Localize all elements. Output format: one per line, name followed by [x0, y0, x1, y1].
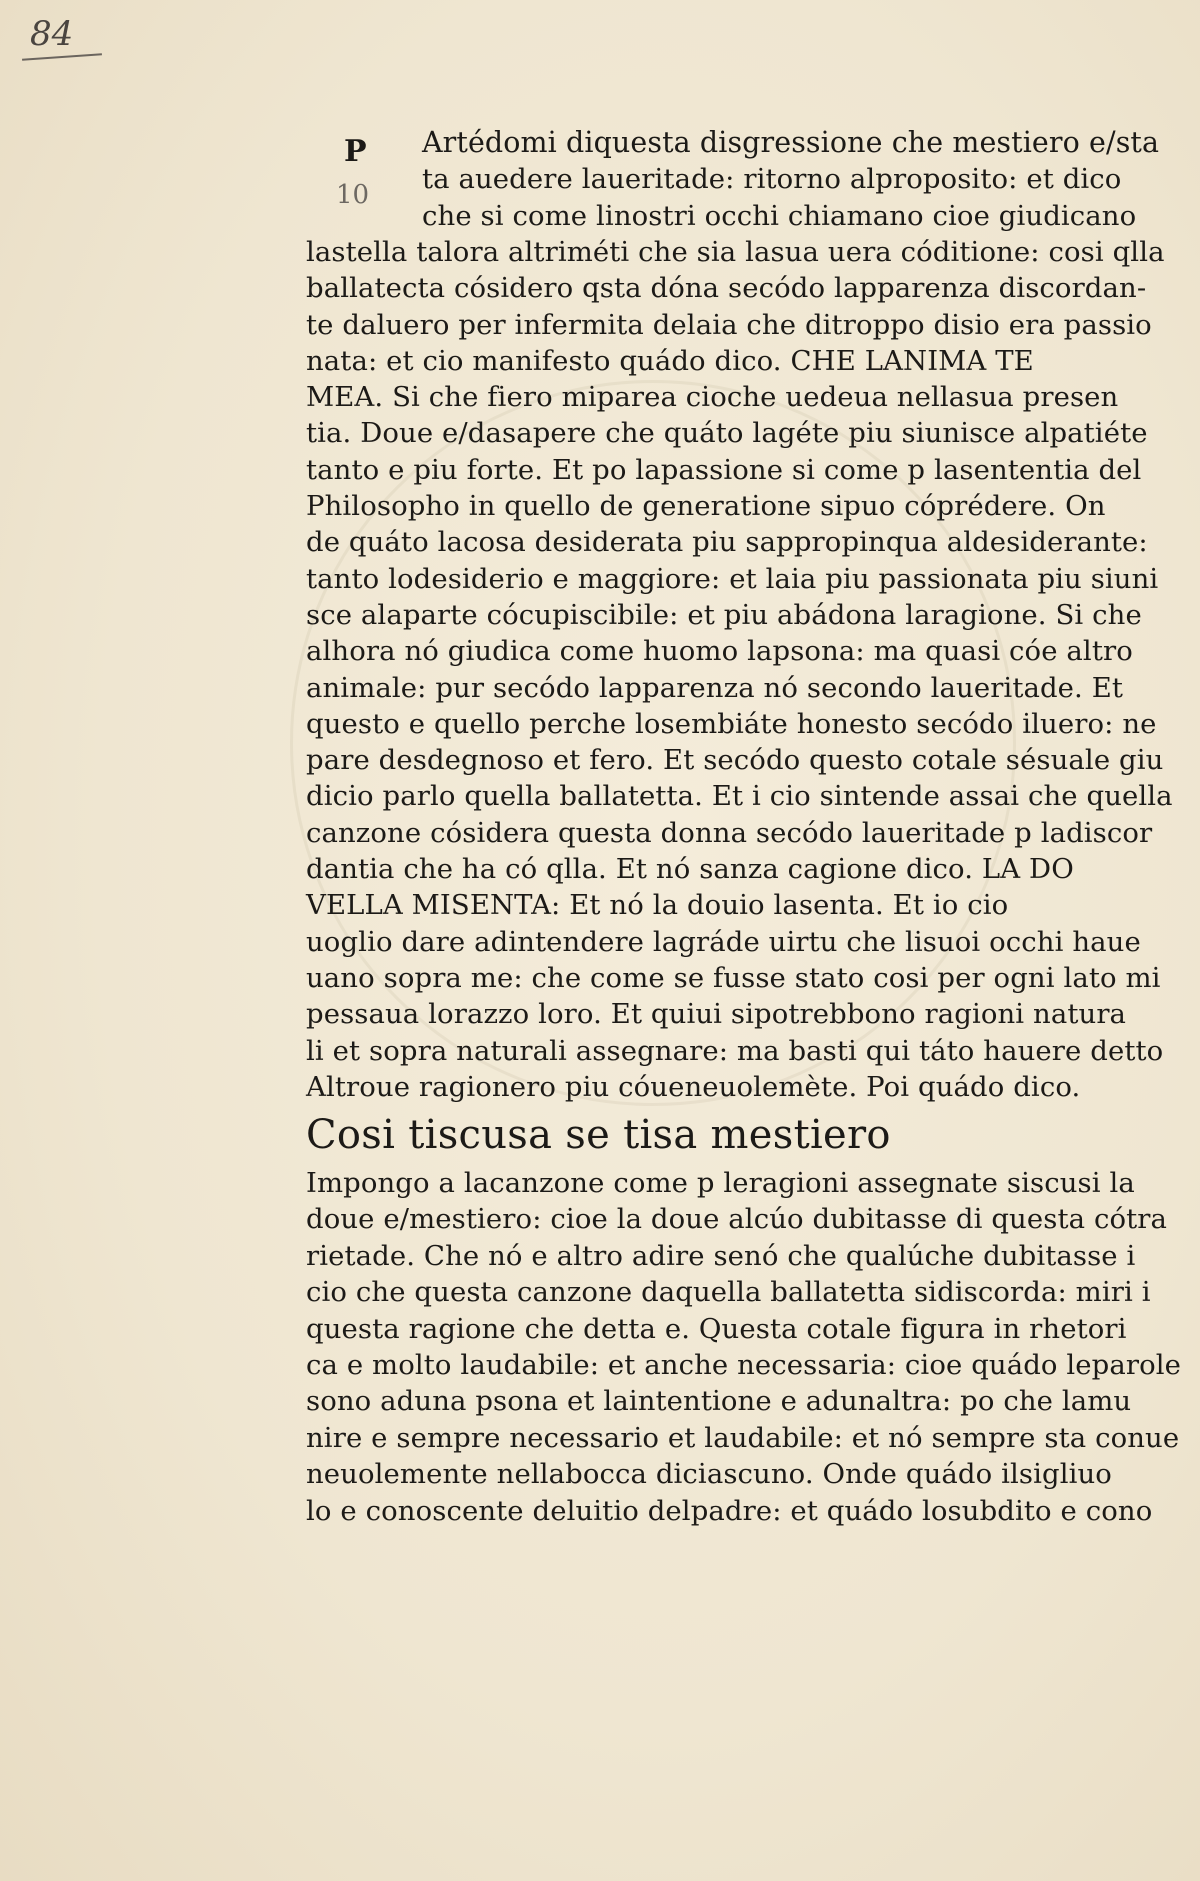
text-line: te daluero per infermita delaia che ditroppo disio era passio [306, 308, 1152, 341]
folio-underline [22, 53, 102, 61]
text-line: animale: pur secódo lapparenza nó secondo laueritade. Et [306, 671, 1124, 704]
text-line: MEA. Si che fiero miparea cioche uedeua nellasua presen [306, 381, 1119, 414]
text-line: nire e sempre necessario et laudabile: et nó sempre sta conue [306, 1421, 1180, 1454]
text-line: pare desdegnoso et fero. Et secódo questo cotale sésuale giu [306, 744, 1164, 777]
text-line: ta auedere laueritade: ritorno alproposito: et dico [422, 163, 1122, 196]
section-heading: Cosi tiscusa se tisa mestiero [306, 1112, 891, 1158]
marginal-note: 10 [336, 180, 370, 210]
text-line: rietade. Che nó e altro adire senó che qualúche dubitasse i [306, 1239, 1136, 1272]
text-line: cio che questa canzone daquella ballatetta sidiscorda: miri i [306, 1276, 1151, 1309]
text-line: che si come linostri occhi chiamano cioe giudicano [422, 199, 1137, 232]
text-line: Impongo a lacanzone come p leragioni assegnate siscusi la [306, 1167, 1135, 1199]
text-line: neuolemente nellabocca diciascuno. Onde quádo ilsigliuo [306, 1458, 1112, 1491]
text-line: sce alaparte cócupiscibile: et piu abádona laragione. Si che [306, 598, 1142, 631]
text-line: tanto lodesiderio e maggiore: et laia piu passionata piu siuni [306, 562, 1159, 595]
text-line: Artédomi diquesta disgressione che mestiero e/sta [422, 126, 1160, 159]
guide-letter: P [344, 134, 367, 169]
text-line: de quáto lacosa desiderata piu sappropinqua aldesiderante: [306, 526, 1148, 559]
text-line: Altroue ragionero piu cóueneuolemète. Poi quádo dico. [306, 1070, 1081, 1103]
text-line: VELLA MISENTA: Et nó la douio lasenta. Et io cio [306, 889, 1009, 922]
text-line: questo e quello perche losembiáte honesto secódo iluero: ne [306, 707, 1157, 740]
text-line: tanto e piu forte. Et po lapassione si come p lasententia del [306, 453, 1142, 486]
text-line: ca e molto laudabile: et anche necessaria: cioe quádo leparole [306, 1349, 1182, 1381]
text-line: doue e/mestiero: cioe la doue alcúo dubitasse di questa cótra [306, 1203, 1167, 1236]
text-line: pessaua lorazzo loro. Et quiui sipotrebbono ragioni natura [306, 998, 1127, 1031]
text-line: tia. Doue e/dasapere che quáto lagéte piu siunisce alpatiéte [306, 417, 1148, 450]
text-line: Philosopho in quello de generatione sipuo cóprédere. On [306, 490, 1106, 522]
text-line: alhora nó giudica come huomo lapsona: ma quasi cóe altro [306, 635, 1133, 668]
text-line: dicio parlo quella ballatetta. Et i cio sintende assai che quella [306, 780, 1173, 813]
text-line: li et sopra naturali assegnare: ma basti qui táto hauere detto [306, 1034, 1164, 1067]
text-line: canzone cósidera questa donna secódo laueritade p ladiscor [306, 816, 1153, 849]
text-line: uoglio dare adintendere lagráde uirtu che lisuoi occhi haue [306, 925, 1141, 958]
text-line: sono aduna psona et laintentione e adunaltra: po che lamu [306, 1385, 1132, 1418]
text-line: lastella talora altriméti che sia lasua uera códitione: cosi qlla [306, 235, 1165, 268]
folio-number: 84 [30, 14, 74, 54]
text-line: nata: et cio manifesto quádo dico. CHE LANIMA TE [306, 344, 1034, 377]
text-line: uano sopra me: che come se fusse stato cosi per ogni lato mi [306, 961, 1161, 994]
text-line: questa ragione che detta e. Questa cotale figura in rhetori [306, 1312, 1127, 1345]
text-line: dantia che ha có qlla. Et nó sanza cagione dico. LA DO [306, 853, 1074, 885]
text-line: ballatecta cósidero qsta dóna secódo lapparenza discordan- [306, 272, 1147, 305]
text-line: lo e conoscente deluitio delpadre: et quádo losubdito e cono [306, 1494, 1153, 1527]
